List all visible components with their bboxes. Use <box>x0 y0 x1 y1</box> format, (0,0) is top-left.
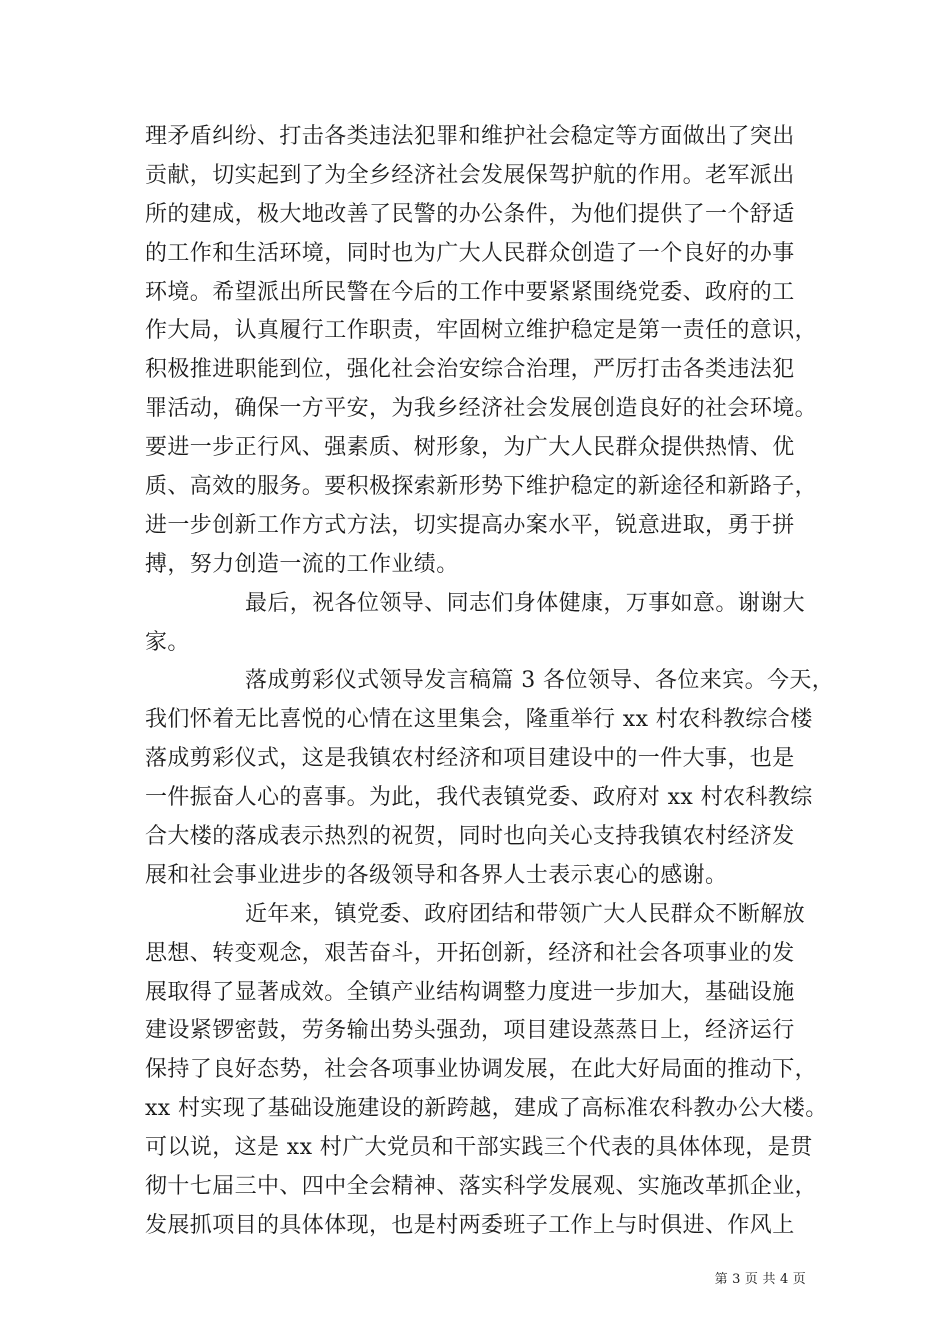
text-line: 展和社会事业进步的各级领导和各界人士表示衷心的感谢。 <box>145 862 728 888</box>
text-line: 环境。希望派出所民警在今后的工作中要紧紧围绕党委、政府的工 <box>145 279 795 305</box>
text-line: 我们怀着无比喜悦的心情在这里集会，隆重举行 xx 村农科教综合楼 <box>145 707 813 733</box>
text-line: 进一步创新工作方式方法，切实提高办案水平，锐意进取，勇于拼 <box>145 512 795 538</box>
text-line: 积极推进职能到位，强化社会治安综合治理，严厉打击各类违法犯 <box>145 357 795 383</box>
text-line: 所的建成，极大地改善了民警的办公条件，为他们提供了一个舒适 <box>145 201 795 227</box>
text-line: 落成剪彩仪式，这是我镇农村经济和项目建设中的一件大事，也是 <box>145 746 795 772</box>
text-line: 质、高效的服务。要积极探索新形势下维护稳定的新途径和新路子， <box>145 474 818 500</box>
text-line: 彻十七届三中、四中全会精神、落实科学发展观、实施改革抓企业， <box>145 1174 818 1200</box>
text-line: 罪活动，确保一方平安，为我乡经济社会发展创造良好的社会环境。 <box>145 396 818 422</box>
text-line: 一件振奋人心的喜事。为此，我代表镇党委、政府对 xx 村农科教综 <box>145 785 813 811</box>
text-line: 建设紧锣密鼓，劳务输出势头强劲，项目建设蒸蒸日上，经济运行 <box>145 1018 795 1044</box>
text-line: 展取得了显著成效。全镇产业结构调整力度进一步加大，基础设施 <box>145 979 795 1005</box>
text-line: 思想、转变观念，艰苦奋斗，开拓创新，经济和社会各项事业的发 <box>145 940 795 966</box>
text-line: 家。 <box>145 629 190 655</box>
text-line: 贡献，切实起到了为全乡经济社会发展保驾护航的作用。老军派出 <box>145 162 795 188</box>
text-line: 发展抓项目的具体体现，也是村两委班子工作上与时俱进、作风上 <box>145 1212 795 1238</box>
body-text <box>145 118 835 1246</box>
text-line: 可以说，这是 xx 村广大党员和干部实践三个代表的具体体现，是贯 <box>145 1135 813 1161</box>
text-line: 合大楼的落成表示热烈的祝贺，同时也向关心支持我镇农村经济发 <box>145 824 795 850</box>
page-number: 第 3 页 共 4 页 <box>714 1272 806 1287</box>
text-line: 近年来，镇党委、政府团结和带领广大人民群众不断解放 <box>245 901 806 927</box>
text-line: xx 村实现了基础设施建设的新跨越，建成了高标准农科教办公大楼。 <box>145 1096 828 1122</box>
text-line: 最后，祝各位领导、同志们身体健康，万事如意。谢谢大 <box>245 590 806 616</box>
text-line: 保持了良好态势，社会各项事业协调发展，在此大好局面的推动下， <box>145 1057 818 1083</box>
text-line: 作大局，认真履行工作职责，牢固树立维护稳定是第一责任的意识， <box>145 318 818 344</box>
text-line: 落成剪彩仪式领导发言稿篇 3 各位领导、各位来宾。今天， <box>245 668 835 694</box>
text-line: 的工作和生活环境，同时也为广大人民群众创造了一个良好的办事 <box>145 240 795 266</box>
text-line: 理矛盾纠纷、打击各类违法犯罪和维护社会稳定等方面做出了突出 <box>145 124 795 149</box>
text-line: 要进一步正行风、强素质、树形象，为广大人民群众提供热情、优 <box>145 435 795 461</box>
text-line: 搏，努力创造一流的工作业绩。 <box>145 551 459 577</box>
